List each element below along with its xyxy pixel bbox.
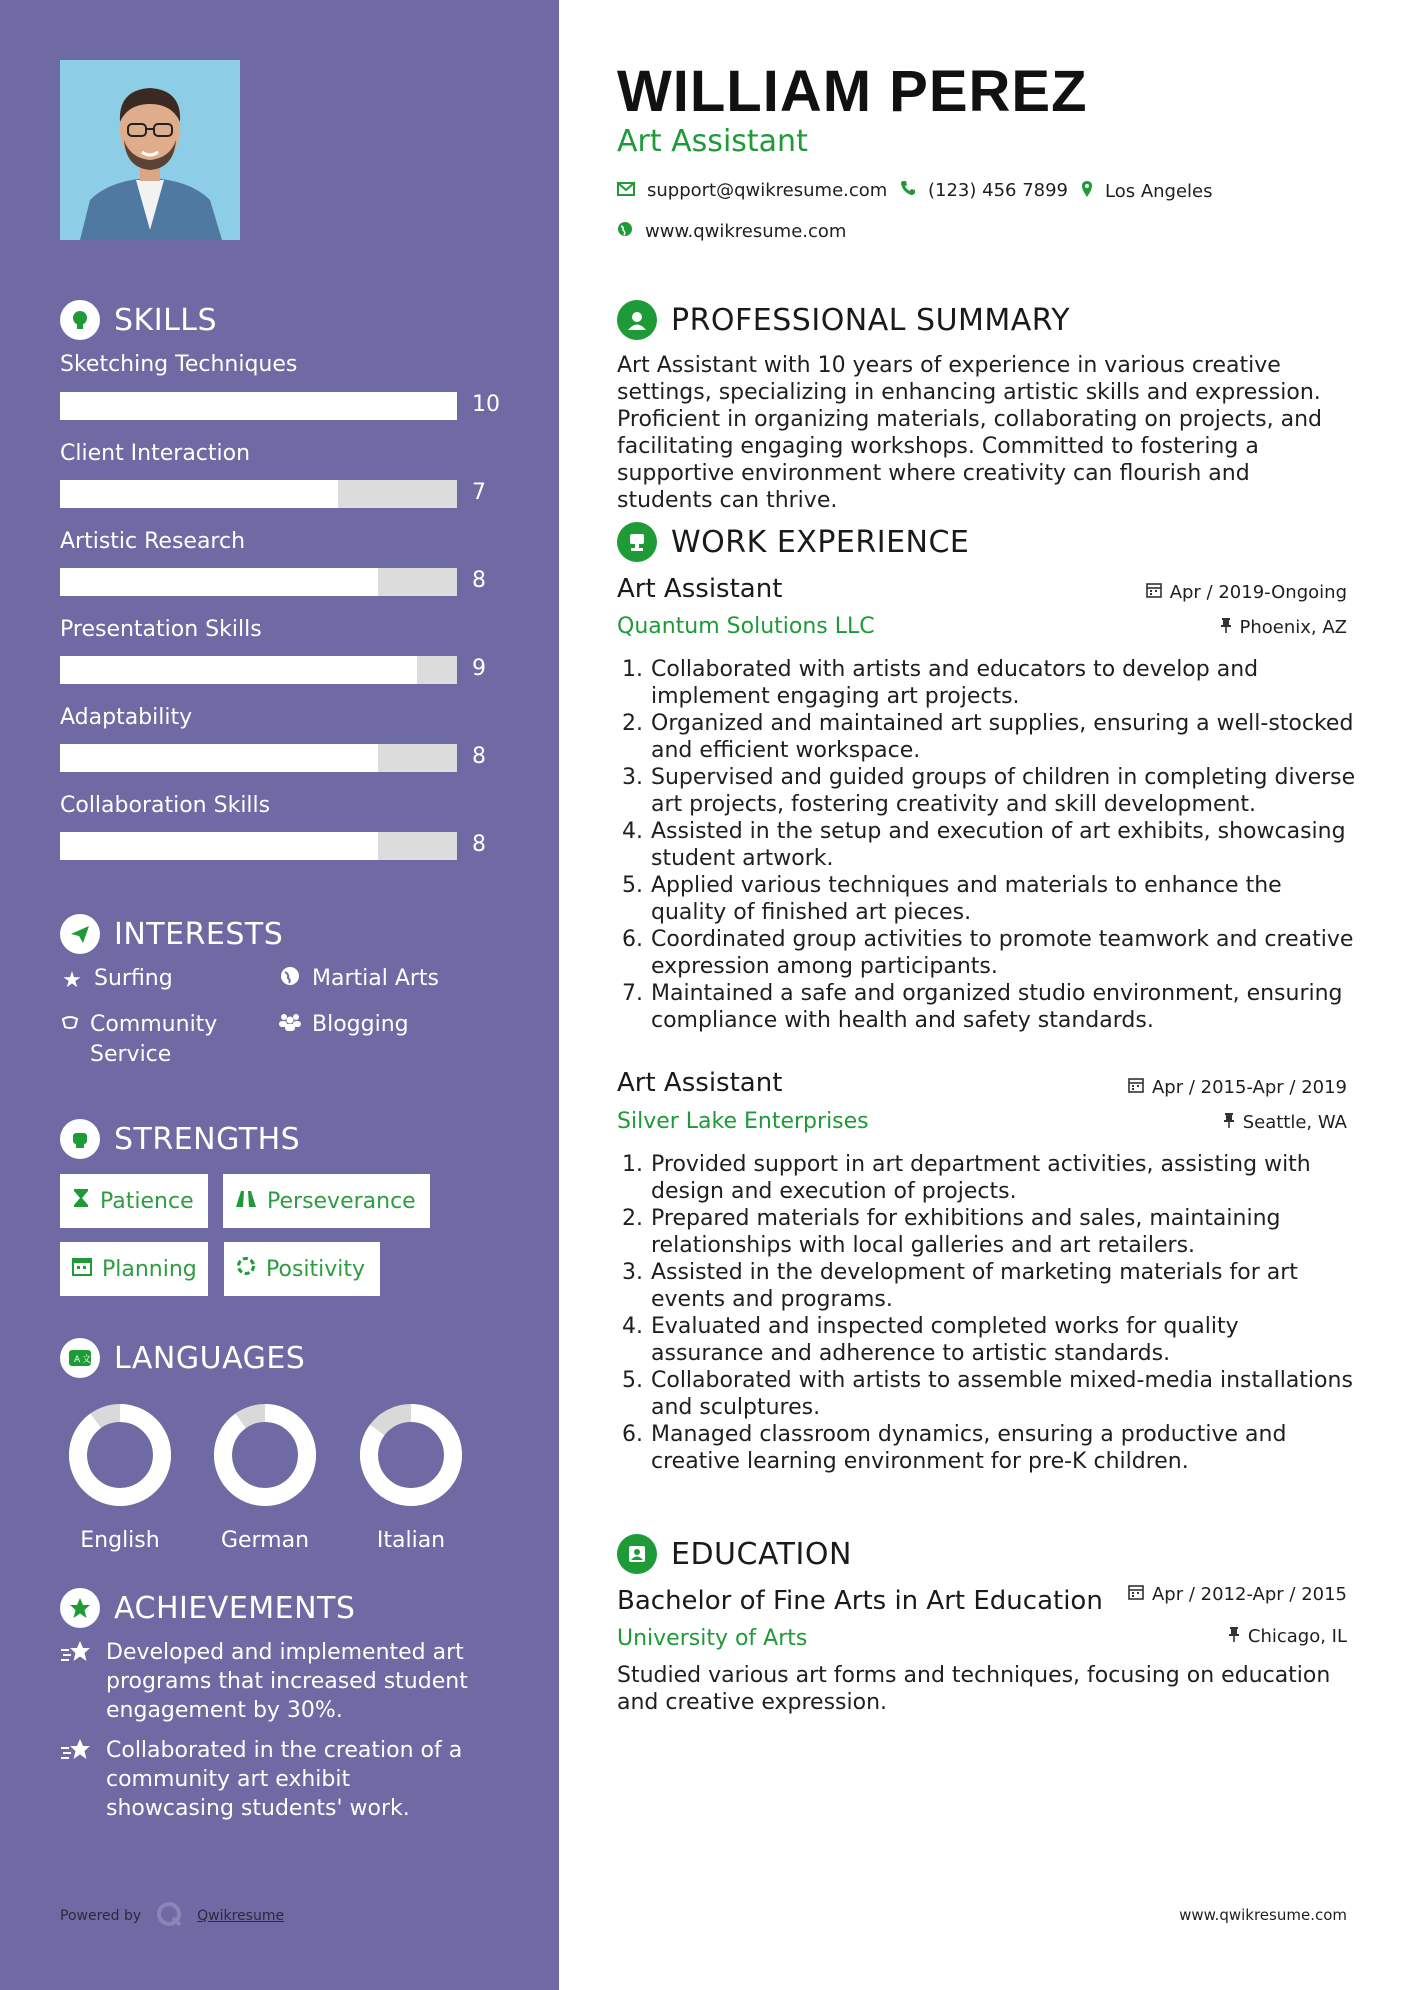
job-title: Art Assistant bbox=[617, 1068, 783, 1098]
job-duties bbox=[617, 656, 1357, 1034]
education-location bbox=[1228, 1626, 1347, 1647]
interest-item bbox=[278, 1010, 478, 1040]
experience-header bbox=[617, 522, 969, 562]
map-marker-icon bbox=[1081, 180, 1093, 203]
language-level-arc bbox=[223, 1413, 307, 1497]
star-icon: ★ bbox=[62, 968, 82, 993]
language-item bbox=[356, 1400, 466, 1553]
contact-phone[interactable] bbox=[900, 180, 1068, 201]
email-text: support@qwikresume.com bbox=[647, 180, 888, 201]
skill-label: Sketching Techniques bbox=[60, 352, 298, 377]
contact-location bbox=[1081, 180, 1213, 203]
language-level-ring bbox=[210, 1400, 320, 1510]
svg-text:文: 文 bbox=[82, 1355, 92, 1365]
skill-bar bbox=[60, 832, 457, 860]
job-duties bbox=[617, 1151, 1357, 1475]
education-header bbox=[617, 1534, 852, 1574]
strength-label: Positivity bbox=[266, 1256, 366, 1282]
skills-title: SKILLS bbox=[114, 302, 218, 338]
interest-label: Surfing bbox=[94, 966, 173, 991]
summary-title: PROFESSIONAL SUMMARY bbox=[671, 302, 1071, 338]
svg-text:A: A bbox=[74, 1355, 81, 1365]
job-dates bbox=[1146, 582, 1347, 603]
skill-value: 10 bbox=[472, 392, 500, 417]
interest-item bbox=[60, 964, 260, 996]
achievement-text: Collaborated in the creation of a community art exhibit showcasing students' work. bbox=[106, 1738, 463, 1821]
interest-label: Community Service bbox=[90, 1012, 218, 1067]
strength-label: Perseverance bbox=[267, 1188, 416, 1214]
skill-label: Adaptability bbox=[60, 705, 193, 730]
interests-title: INTERESTS bbox=[114, 916, 284, 952]
achievement-text: Developed and implemented art programs that increased student engagement by 30%. bbox=[106, 1640, 468, 1723]
job-dates-text: Apr / 2015-Apr / 2019 bbox=[1151, 1077, 1347, 1098]
experience-title: WORK EXPERIENCE bbox=[671, 524, 970, 560]
skill-bar bbox=[60, 656, 457, 684]
hourglass-icon bbox=[72, 1188, 90, 1214]
interests-header bbox=[60, 914, 283, 954]
duty-item: 5. Collaborated with artists to assemble mixed-media installations and sculptures. bbox=[622, 1368, 1353, 1420]
education-title: EDUCATION bbox=[671, 1536, 852, 1572]
language-level-ring bbox=[356, 1400, 466, 1510]
job-dates-text: Apr / 2019-Ongoing bbox=[1169, 582, 1347, 603]
school-name: University of Arts bbox=[617, 1626, 808, 1651]
briefcase-icon bbox=[617, 522, 657, 562]
company-name: Silver Lake Enterprises bbox=[617, 1109, 869, 1134]
strengths-title: STRENGTHS bbox=[114, 1121, 301, 1157]
language-level-arc bbox=[78, 1413, 162, 1497]
skill-label: Presentation Skills bbox=[60, 617, 262, 642]
interest-item bbox=[60, 1010, 240, 1070]
interest-item bbox=[278, 964, 478, 994]
summary-text: Art Assistant with 10 years of experience in various creative settings, specializing in enhancing artistic skills and expression. Proficient in organizing materials, collaborating on projects, and facilitating engaging workshops. Committed to fostering a supportive environment where creativity can flourish and students can thrive. bbox=[617, 353, 1323, 513]
skill-value: 7 bbox=[472, 480, 486, 505]
shooting-star-icon bbox=[60, 1638, 94, 1725]
education-text: Studied various art forms and techniques, focusing on education and creative expression. bbox=[617, 1663, 1331, 1715]
duty-item: 1. Collaborated with artists and educators to develop and implement engaging art projects. bbox=[622, 657, 1259, 709]
strength-label: Planning bbox=[102, 1256, 197, 1282]
strength-badge bbox=[223, 1174, 430, 1228]
job-location-text: Phoenix, AZ bbox=[1239, 617, 1347, 638]
phone-text: (123) 456 7899 bbox=[928, 180, 1069, 201]
skill-value: 8 bbox=[472, 744, 486, 769]
qwikresume-link[interactable]: Qwikresume bbox=[197, 1908, 285, 1924]
language-level-ring bbox=[65, 1400, 175, 1510]
language-label: German bbox=[220, 1528, 310, 1553]
skill-bar bbox=[60, 480, 457, 508]
candidate-role: Art Assistant bbox=[617, 124, 808, 159]
language-label: Italian bbox=[376, 1528, 446, 1553]
company-name: Quantum Solutions LLC bbox=[617, 614, 875, 639]
duty-item: 6. Managed classroom dynamics, ensuring a productive and creative learning environment for pre-K children. bbox=[622, 1422, 1287, 1474]
skill-bar bbox=[60, 568, 457, 596]
graduate-icon bbox=[617, 1534, 657, 1574]
profile-photo bbox=[60, 60, 240, 240]
interest-label: Martial Arts bbox=[312, 966, 440, 991]
job-location bbox=[1223, 1112, 1347, 1133]
skill-label: Collaboration Skills bbox=[60, 793, 271, 818]
skill-bar bbox=[60, 392, 457, 420]
duty-item: 4. Evaluated and inspected completed works for quality assurance and adherence to artistic standards. bbox=[622, 1314, 1239, 1366]
phone-icon bbox=[900, 180, 916, 201]
people-icon bbox=[278, 1010, 302, 1040]
lightbulb-icon bbox=[60, 300, 100, 340]
job-location bbox=[1220, 617, 1348, 638]
powered-by-label: Powered by bbox=[60, 1908, 142, 1924]
candidate-name: WILLIAM PEREZ bbox=[617, 59, 1088, 124]
skill-value: 8 bbox=[472, 568, 486, 593]
skill-label: Artistic Research bbox=[60, 529, 246, 554]
pushpin-icon bbox=[1220, 617, 1232, 638]
duty-item: 6. Coordinated group activities to promote teamwork and creative expression among participants. bbox=[622, 927, 1354, 979]
shooting-star-icon bbox=[60, 1736, 94, 1823]
duty-item: 3. Assisted in the development of marketing materials for art events and programs. bbox=[622, 1260, 1298, 1312]
duty-item: 1. Provided support in art department activities, assisting with design and execution of projects. bbox=[622, 1152, 1311, 1204]
education-dates bbox=[1128, 1584, 1347, 1605]
strength-label: Patience bbox=[100, 1188, 194, 1214]
powered-by bbox=[60, 1900, 284, 1932]
strengths-header bbox=[60, 1119, 300, 1159]
footer-url[interactable]: www.qwikresume.com bbox=[1179, 1906, 1347, 1924]
circle-notch-icon bbox=[236, 1256, 256, 1282]
job-dates bbox=[1128, 1077, 1347, 1098]
pushpin-icon bbox=[1223, 1112, 1235, 1133]
duty-item: 5. Applied various techniques and materials to enhance the quality of finished art pieces. bbox=[622, 873, 1282, 925]
hands-icon bbox=[60, 1010, 80, 1070]
duty-item: 4. Assisted in the setup and execution of art exhibits, showcasing student artwork. bbox=[622, 819, 1346, 871]
road-icon bbox=[235, 1189, 257, 1214]
job-location-text: Seattle, WA bbox=[1242, 1112, 1347, 1133]
website-text: www.qwikresume.com bbox=[645, 221, 847, 242]
duty-item: 2. Organized and maintained art supplies, ensuring a well-stocked and efficient workspace. bbox=[622, 711, 1354, 763]
calendar-icon bbox=[1146, 582, 1162, 603]
languages-header bbox=[60, 1338, 305, 1378]
language-icon bbox=[60, 1338, 100, 1378]
contact-website[interactable] bbox=[617, 221, 846, 242]
pushpin-icon bbox=[1228, 1626, 1240, 1647]
education-dates-text: Apr / 2012-Apr / 2015 bbox=[1151, 1584, 1347, 1605]
interest-label: Blogging bbox=[312, 1012, 409, 1037]
degree-title: Bachelor of Fine Arts in Art Education bbox=[617, 1586, 1103, 1616]
duty-item: 3. Supervised and guided groups of children in completing diverse art projects, fostering creativity and skill development. bbox=[622, 765, 1356, 817]
skill-label: Client Interaction bbox=[60, 441, 251, 466]
skill-value: 9 bbox=[472, 656, 486, 681]
strength-badge bbox=[224, 1242, 380, 1296]
globe-icon bbox=[278, 964, 302, 994]
qwikresume-logo-icon bbox=[155, 1900, 183, 1932]
star-badge-icon bbox=[60, 1588, 100, 1628]
job-title: Art Assistant bbox=[617, 574, 783, 604]
language-item bbox=[65, 1400, 175, 1553]
skill-value: 8 bbox=[472, 832, 486, 857]
fist-icon bbox=[60, 1119, 100, 1159]
calendar-icon bbox=[1128, 1077, 1144, 1098]
strength-badge bbox=[60, 1242, 208, 1296]
duty-item: 2. Prepared materials for exhibitions and sales, maintaining relationships with local galleries and art retailers. bbox=[622, 1206, 1281, 1258]
summary-header bbox=[617, 300, 1070, 340]
achievement-item bbox=[60, 1638, 480, 1725]
education-location-text: Chicago, IL bbox=[1247, 1626, 1347, 1647]
achievements-header bbox=[60, 1588, 355, 1628]
main-content bbox=[617, 0, 1356, 1990]
contact-email[interactable] bbox=[617, 180, 887, 201]
calendar-icon bbox=[72, 1256, 92, 1282]
skill-bar bbox=[60, 744, 457, 772]
globe-icon bbox=[617, 221, 633, 242]
achievement-item bbox=[60, 1736, 480, 1823]
sidebar bbox=[0, 0, 559, 1990]
language-item bbox=[210, 1400, 320, 1553]
paper-plane-icon bbox=[60, 914, 100, 954]
languages-title: LANGUAGES bbox=[114, 1340, 306, 1376]
skills-header bbox=[60, 300, 217, 340]
location-text: Los Angeles bbox=[1105, 181, 1213, 202]
envelope-icon bbox=[617, 180, 635, 201]
user-icon bbox=[617, 300, 657, 340]
achievements-title: ACHIEVEMENTS bbox=[114, 1590, 356, 1626]
strength-badge bbox=[60, 1174, 208, 1228]
calendar-icon bbox=[1128, 1584, 1144, 1605]
duty-item: 7. Maintained a safe and organized studio environment, ensuring compliance with health and safety standards. bbox=[622, 981, 1343, 1033]
language-label: English bbox=[80, 1528, 160, 1553]
